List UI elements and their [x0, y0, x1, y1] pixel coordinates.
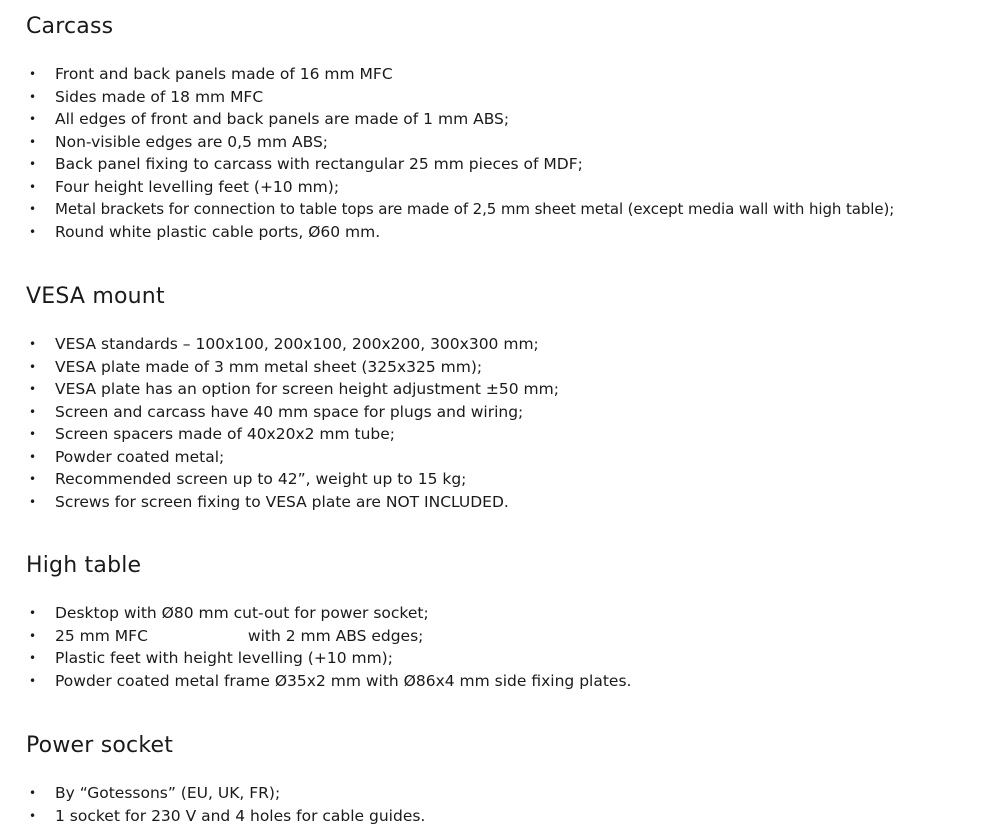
list-item [26, 221, 894, 244]
list-item-text: Screws for screen fixing to VESA plate are NOT INCLUDED. [55, 492, 509, 511]
list-item [26, 356, 559, 379]
bullet-icon: • [29, 89, 37, 104]
list-item-text: Sides made of 18 mm MFC [55, 87, 264, 106]
section-title-carcass: Carcass [26, 14, 114, 39]
bullet-icon: • [29, 382, 37, 396]
list-item [26, 63, 894, 86]
list-item-text: VESA plate made of 3 mm metal sheet (325x325 mm); [55, 357, 483, 376]
list-item-text: Plastic feet with height levelling (+10 mm); [55, 649, 393, 667]
list-item-text: Screen and carcass have 40 mm space for plugs and wiring; [55, 402, 524, 421]
bullet-icon: • [29, 202, 36, 216]
bullet-icon: • [29, 112, 37, 126]
list-item [26, 401, 559, 424]
list-item-text: Metal brackets for connection to table tops are made of 2,5 mm sheet metal (except media wall with high table); [55, 200, 895, 218]
bullet-icon: • [29, 67, 37, 81]
list-item-text: Recommended screen up to 42”, weight up to 15 kg; [55, 470, 467, 488]
bullet-icon: • [29, 673, 37, 688]
list-item-text: Four height levelling feet (+10 mm); [55, 177, 340, 196]
list-item-text: Powder coated metal; [55, 447, 225, 466]
list-item-text: Powder coated metal frame Ø35x2 mm with Ø86x4 mm side fixing plates. [55, 671, 632, 690]
bullet-icon: • [29, 651, 37, 665]
list-item-text: VESA plate has an option for screen height adjustment ±50 mm; [55, 380, 559, 398]
list-item-text-continuation: with 2 mm ABS edges; [247, 626, 424, 645]
bullet-icon: • [29, 134, 37, 149]
list-item [26, 86, 894, 109]
list-item [26, 176, 894, 199]
bullet-icon: • [29, 179, 37, 194]
list-item [26, 647, 631, 670]
bullet-icon: • [29, 628, 37, 643]
list-item-text: Round white plastic cable ports, Ø60 mm. [55, 222, 381, 241]
list-item-text: Back panel fixing to carcass with rectangular 25 mm pieces of MDF; [55, 155, 583, 173]
bullet-icon: • [29, 472, 37, 486]
list-item-text: Desktop with Ø80 mm cut-out for power socket; [55, 604, 429, 622]
bullet-icon: • [29, 157, 37, 171]
list-item [26, 805, 425, 828]
list-item-text: All edges of front and back panels are made of 1 mm ABS; [55, 110, 510, 128]
bullet-icon: • [29, 224, 37, 239]
list-item-text: Screen spacers made of 40x20x2 mm tube; [55, 425, 396, 443]
section-title-vesa-mount: VESA mount [26, 284, 165, 309]
list-item-text: Non-visible edges are 0,5 mm ABS; [55, 132, 329, 151]
bullet-icon: • [29, 494, 37, 509]
bullet-icon: • [29, 606, 37, 620]
bullet-icon: • [29, 337, 37, 351]
list-item [26, 446, 559, 469]
power-socket-list [26, 782, 425, 827]
vesa-mount-list [26, 333, 559, 513]
bullet-icon: • [29, 808, 37, 823]
list-item [26, 108, 894, 131]
list-item [26, 625, 631, 648]
bullet-icon: • [29, 427, 37, 441]
section-title-high-table: High table [26, 553, 142, 578]
section-title-power-socket: Power socket [26, 733, 174, 758]
list-item [26, 333, 559, 356]
high-table-list [26, 602, 631, 692]
list-item [26, 782, 425, 805]
bullet-icon: • [29, 449, 37, 464]
list-item [26, 670, 631, 693]
list-item-text: Front and back panels made of 16 mm MFC [55, 65, 393, 83]
carcass-list [26, 63, 894, 243]
list-item [26, 491, 559, 514]
list-item-text: By “Gotessons” (EU, UK, FR); [55, 784, 281, 802]
list-item [26, 602, 631, 625]
list-item [26, 468, 559, 491]
list-item [26, 131, 894, 154]
list-item [26, 423, 559, 446]
bullet-icon: • [29, 404, 37, 419]
list-item [26, 378, 559, 401]
bullet-icon: • [29, 359, 37, 374]
list-item-text: VESA standards – 100x100, 200x100, 200x200, 300x300 mm; [55, 335, 539, 353]
list-item-text: 25 mm MFC [55, 626, 148, 645]
list-item-text: 1 socket for 230 V and 4 holes for cable guides. [55, 806, 426, 825]
list-item [26, 198, 894, 221]
list-item [26, 153, 894, 176]
bullet-icon: • [29, 786, 37, 800]
